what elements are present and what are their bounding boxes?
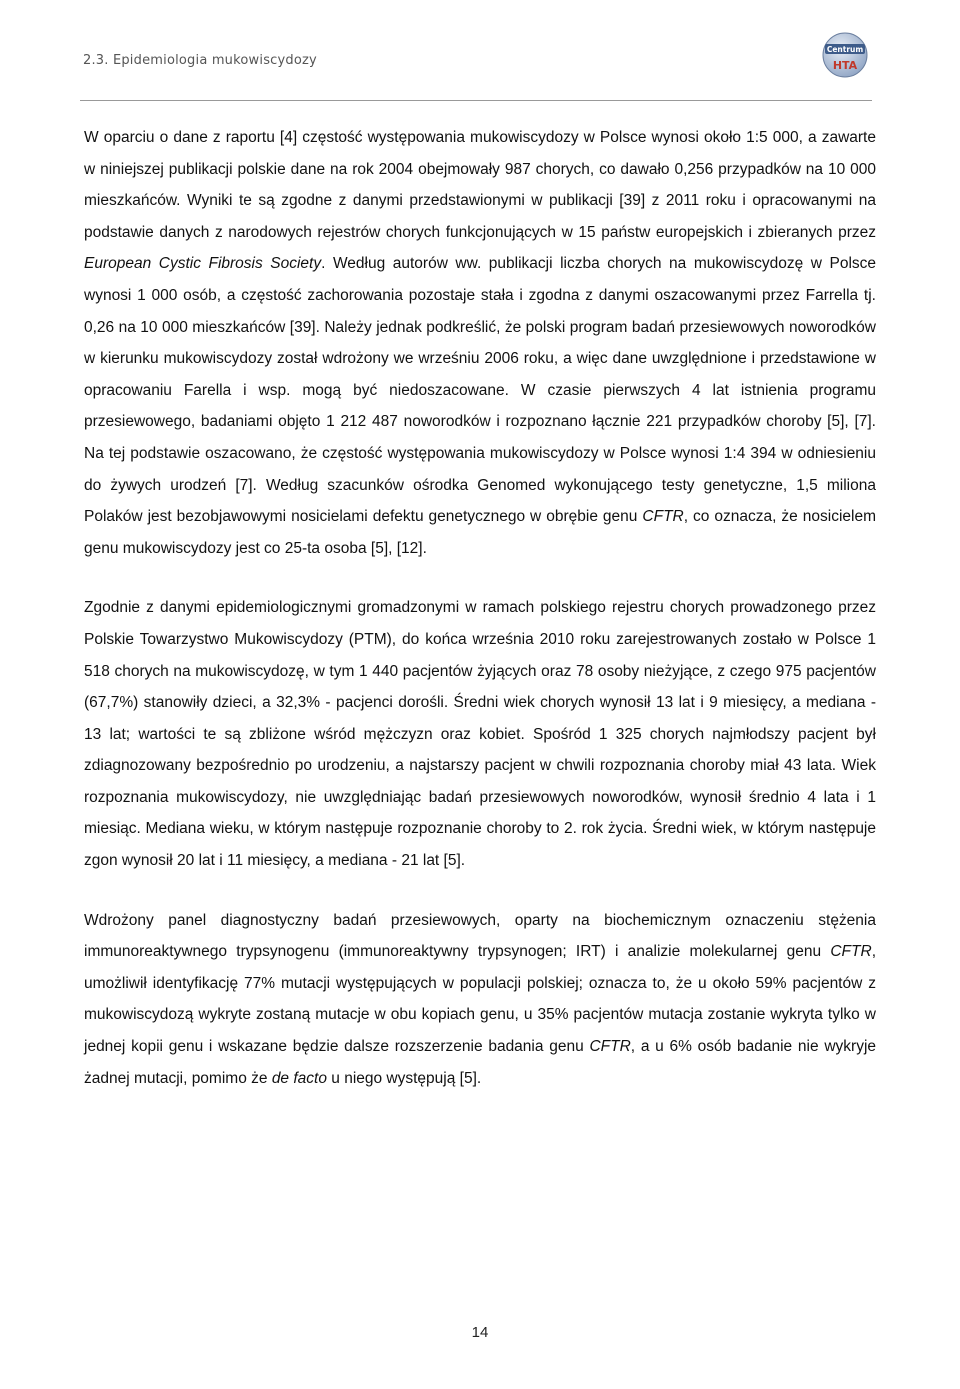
text-segment: W oparciu o dane z raportu [4] częstość występowania mukowiscydozy w Polsce wynosi około 1:5 000, a zawarte w niniejszej publikacji polskie dane na rok 2004 obejmowały 987 chorych, co dawało 0,256 przypadków na 10 000 mieszkańców. Wyniki te są zgodne z danymi przedstawionymi w publikacji [39] z 2011 roku i opracowanymi na podstawie danych z narodowych rejestrów chorych funkcjonujących w 15 państw europejskich i zbieranych przez bbox=[84, 129, 876, 241]
text-segment: u niego występują [5]. bbox=[326, 1069, 482, 1087]
paragraph-screening-panel bbox=[84, 905, 876, 1095]
section-title: 2.3. Epidemiologia mukowiscydozy bbox=[83, 53, 317, 68]
text-segment: , a u 6% osób badanie nie wykryje żadnej mutacji, pomimo że bbox=[84, 1038, 877, 1087]
text-segment: , co oznacza, że nosicielem genu mukowiscydozy jest co 25-ta osoba [5], [12]. bbox=[84, 508, 876, 557]
page-number: 14 bbox=[471, 1324, 489, 1341]
italic-text-segment: CFTR bbox=[830, 943, 872, 961]
logo-top-text: Centrum bbox=[826, 45, 864, 54]
page-header bbox=[83, 45, 872, 102]
paragraph-registry-data bbox=[84, 592, 876, 876]
text-segment: Wdrożony panel diagnostyczny badań przesiewowych, oparty na biochemicznym oznaczeniu stężenia immunoreaktywnego trypsynogenu (immunoreaktywny trypsynogen; IRT) i analizie molekularnej genu bbox=[84, 911, 876, 961]
text-segment: Zgodnie z danymi epidemiologicznymi gromadzonymi w ramach polskiego rejestru chorych prowadzonego przez Polskie Towarzystwo Mukowiscydozy (PTM), do końca września 2010 roku zarejestrowanych zostało w Polsce 1 518 chorych na mukowiscydozę, w tym 1 440 pacjentów żyjących oraz 78 osoby nieżyjące, z czego 975 pacjentów (67,7%) stanowiły dzieci, a 32,3% - pacjenci dorośli. Średni wiek chorych wynosił 13 lat i 9 miesięcy, a mediana - 13 lat; wartości te są zbliżone wśród mężczyzn oraz kobiet. Spośród 1 325 chorych najmłodszy pacjent był zdiagnozowany bezpośrednio po urodzeniu, a najstarszy pacjent w chwili rozpoznania choroby miał 43 lata. Wiek rozpoznania mukowiscydozy, nie uwzględniając badań przesiewowych noworodków, wynosił średnio 4 lata i 1 miesiąc. Mediana wieku, w którym następuje rozpoznanie choroby to 2. rok życia. Średni wiek, w którym następuje zgon wynosił 20 lat i 11 miesięcy, a mediana - 21 lat [5]. bbox=[84, 599, 876, 870]
logo-bottom-text: HTA bbox=[832, 59, 858, 72]
italic-text-segment: de facto bbox=[271, 1069, 327, 1087]
centrum-hta-logo bbox=[822, 28, 868, 82]
document-body bbox=[84, 122, 876, 1094]
italic-text-segment: European Cystic Fibrosis Society bbox=[84, 255, 322, 273]
paragraph-epidemiology-incidence bbox=[84, 122, 876, 564]
italic-text-segment: CFTR bbox=[589, 1038, 631, 1056]
text-segment: , umożliwił identyfikację 77% mutacji występujących w populacji polskiej; oznacza to, że u około 59% pacjentów z mukowiscydozą wykryte zostaną mutacje w obu kopiach genu, u 35% pacjentów mutacja zostanie wykryta tylko w jednej kopii genu i wskazane będzie dalsze rozszerzenie badania genu bbox=[84, 943, 876, 1056]
italic-text-segment: CFTR bbox=[642, 508, 684, 526]
header-divider bbox=[80, 100, 872, 101]
text-segment: . Według autorów ww. publikacji liczba chorych na mukowiscydozę w Polsce wynosi 1 000 osób, a częstość zachorowania pozostaje stała i zgodna z danymi oszacowanymi przez Farrella tj. 0,26 na 10 000 mieszkańców [39]. Należy jednak podkreślić, że polski program badań przesiewowych noworodków w kierunku mukowiscydozy został wdrożony we wrześniu 2006 roku, a więc dane uwzględnione i przedstawione w opracowaniu Farella i wsp. mogą być niedoszacowane. W czasie pierwszych 4 lat istnienia programu przesiewowego, badaniami objęto 1 212 487 noworodków i rozpoznano łącznie 221 przypadków choroby [5], [7]. Na tej podstawie oszacowano, że częstość występowania mukowiscydozy w Polsce wynosi 1:4 394 w odniesieniu do żywych urodzeń [7]. Według szacunków ośrodka Genomed wykonującego testy genetyczne, 1,5 miliona Polaków jest bezobjawowymi nosicielami defektu genetycznego w obrębie genu bbox=[84, 255, 877, 526]
